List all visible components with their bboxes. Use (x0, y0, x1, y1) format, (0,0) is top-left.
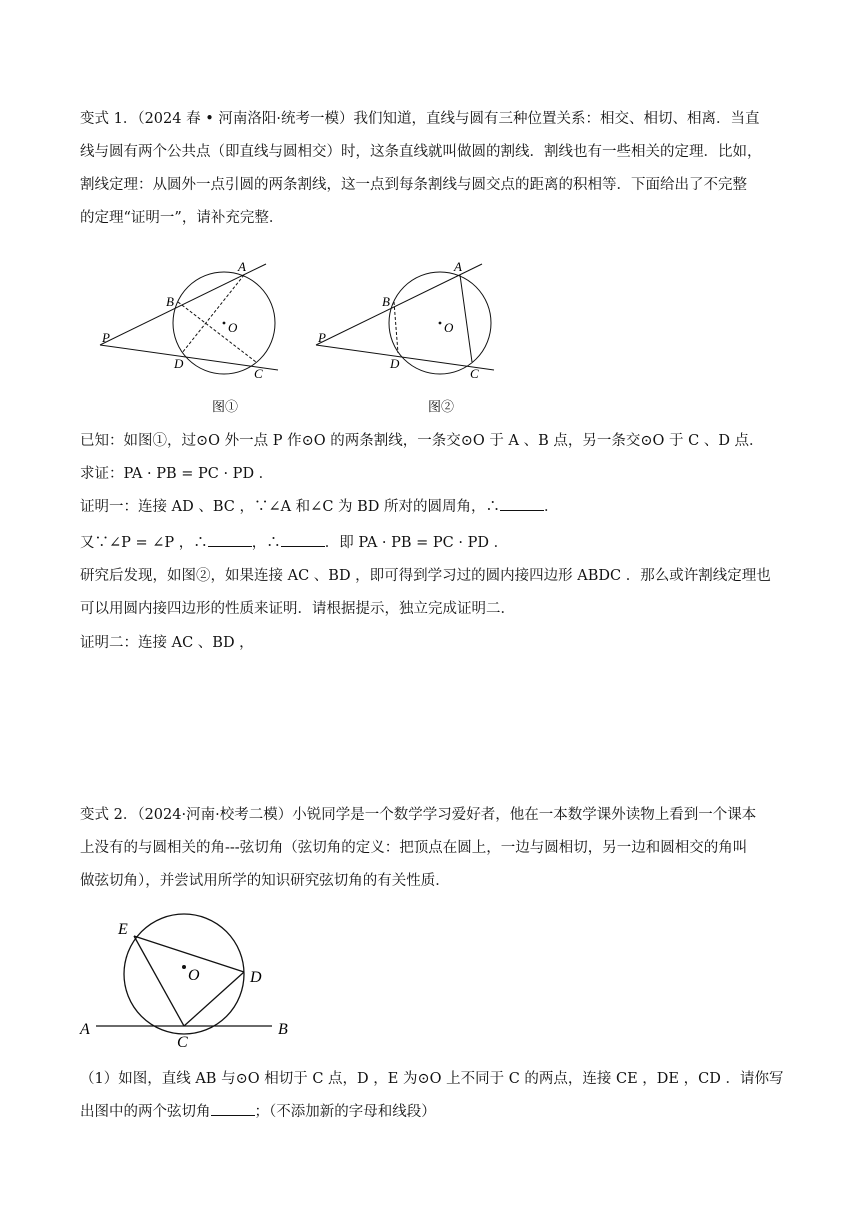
question-1-line-1: （1）如图，直线 AB 与⊙O 相切于 C 点，D ，E 为⊙O 上不同于 C 的两点，连接 CE ，DE ，CD ．请你写 (80, 1071, 784, 1087)
proof1-b-prefix: 又∵∠P = ∠P ，∴ (80, 535, 208, 551)
fig3-label-A: A (80, 1021, 90, 1038)
question-1-line-2 (80, 1099, 792, 1126)
proof1-line-b (80, 530, 792, 557)
fig3-label-C: C (177, 1034, 188, 1051)
proof1-a-text: 证明一：连接 AD 、BC ，∵∠A 和∠C 为 BD 所对的圆周角，∴ (80, 499, 501, 515)
q1-prefix: 出图中的两个弦切角 (80, 1104, 211, 1120)
fig2-label-A: A (454, 259, 462, 274)
figure-2 (306, 258, 506, 388)
fig2-label-B: B (382, 294, 390, 309)
proof1-line-a: 证明一：连接 AD 、BC ，∵∠A 和∠C 为 BD 所对的圆周角，∴ ． (80, 494, 792, 521)
figure-1 (90, 258, 290, 388)
problem2-line-1: 变式 2．（2024·河南·校考二模）小锐同学是一个数学学习爱好者，他在一本数学课外读物上看到一个课本 (80, 807, 757, 823)
fig1-label-P: P (102, 330, 110, 345)
fig2-label-D: D (390, 356, 400, 371)
fig2-label-C: C (470, 366, 479, 381)
proof1-b-suffix: ．即 PA · PB = PC · PD ． (324, 535, 509, 551)
fig3-label-D: D (250, 969, 262, 986)
figure-3 (76, 914, 306, 1054)
answer-blank-4[interactable] (211, 1101, 255, 1116)
problem1-line-4: 的定理“证明一”，请补充完整． (80, 210, 284, 226)
proof2-line: 证明二：连接 AC 、BD ， (80, 635, 254, 651)
proof1-b-mid: ，∴ (251, 535, 281, 551)
fig1-label-A: A (238, 259, 246, 274)
fig3-label-E: E (118, 921, 128, 938)
q1-suffix: ；（不添加新的字母和线段） (254, 1104, 436, 1120)
research-line-1: 研究后发现，如图②，如果连接 AC 、BD ，即可得到学习过的圆内接四边形 ABDC ．那么或许割线定理也 (80, 568, 771, 584)
problem1-line-1: 变式 1．（2024 春 • 河南洛阳·统考一模）我们知道，直线与圆有三种位置关系：相交、相切、相离．当直 (80, 111, 760, 127)
fig3-label-B: B (278, 1021, 288, 1038)
fig1-label-B: B (166, 294, 174, 309)
problem2-line-3: 做弦切角），并尝试用所学的知识研究弦切角的有关性质． (80, 873, 450, 889)
fig1-label-C: C (254, 366, 263, 381)
problem1-line-2: 线与圆有两个公共点（即直线与圆相交）时，这条直线就叫做圆的割线．割线也有一些相关的定理．比如， (80, 144, 762, 160)
prove-statement: 求证：PA · PB = PC · PD ． (80, 466, 274, 482)
fig2-label-O: O (444, 320, 454, 335)
fig2-label-P: P (318, 330, 326, 345)
problem1-line-3: 割线定理：从圆外一点引圆的两条割线，这一点到每条割线与圆交点的距离的积相等．下面给出了不完整 (80, 177, 747, 193)
figure-1-caption: 图① (212, 400, 239, 415)
answer-blank-1[interactable] (500, 496, 544, 511)
figure-2-caption: 图② (428, 400, 455, 415)
fig3-label-O: O (188, 967, 200, 984)
given-statement: 已知：如图①，过⊙O 外一点 P 作⊙O 的两条割线，一条交⊙O 于 A 、B 点，另一条交⊙O 于 C 、D 点． (80, 433, 764, 449)
answer-blank-3[interactable] (281, 532, 325, 547)
answer-blank-2[interactable] (208, 532, 252, 547)
problem2-line-2: 上没有的与圆相关的角---弦切角（弦切角的定义：把顶点在圆上，一边与圆相切，另一边和圆相交的角叫 (80, 840, 748, 856)
fig1-label-D: D (174, 356, 184, 371)
fig1-label-O: O (228, 320, 238, 335)
research-line-2: 可以用圆内接四边形的性质来证明．请根据提示，独立完成证明二． (80, 601, 515, 617)
